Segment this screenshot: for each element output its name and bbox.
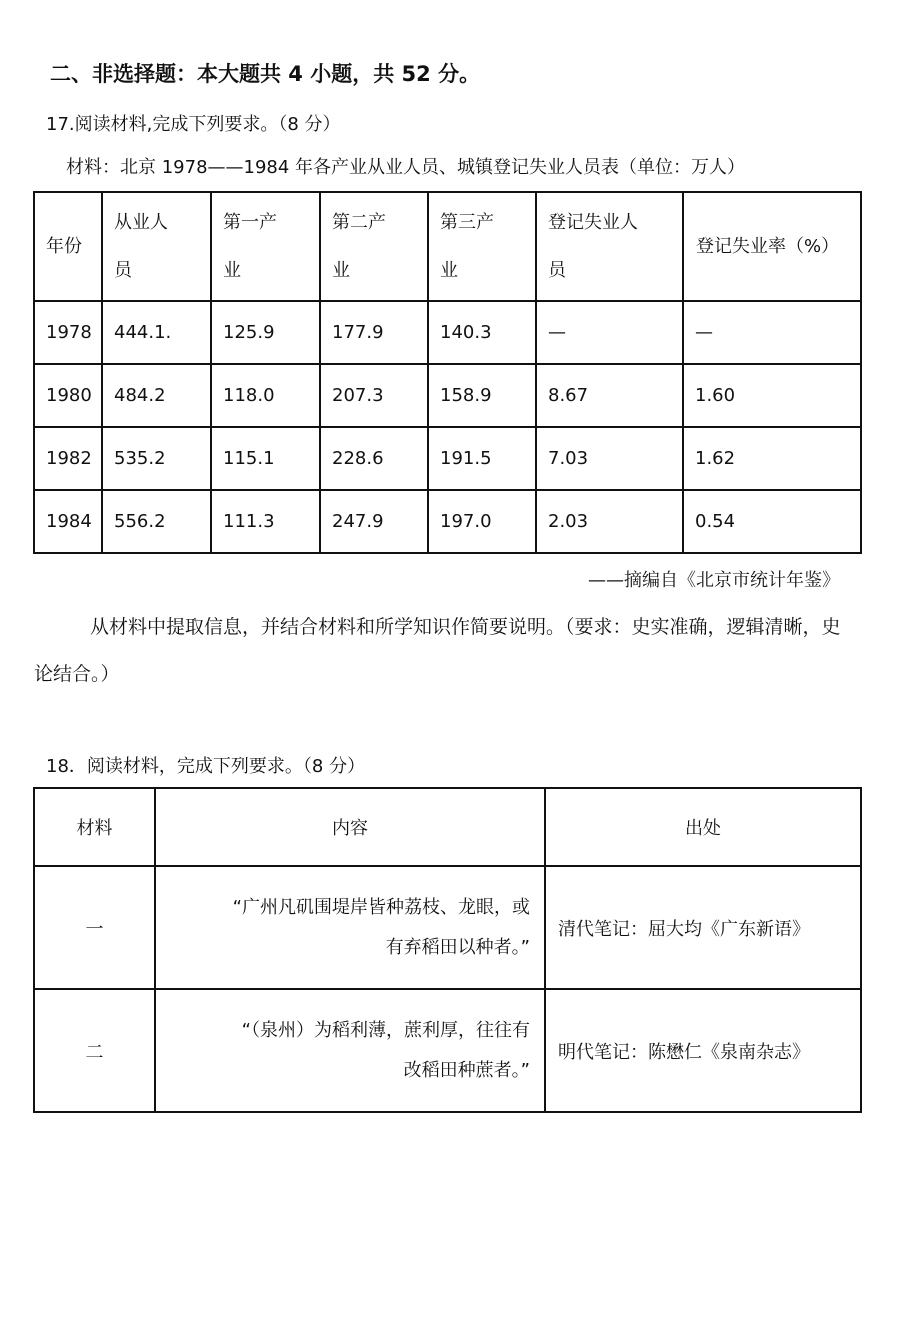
cell-tertiary: 140.3 [428, 301, 536, 364]
cell-rate: — [683, 301, 861, 364]
cell-secondary: 207.3 [320, 364, 428, 427]
header-unemployment-rate: 登记失业率（%） [683, 192, 861, 301]
cell-rate: 0.54 [683, 490, 861, 553]
employment-table [33, 191, 862, 554]
section-heading: 二、非选择题：本大题共 4 小题，共 52 分。 [50, 62, 481, 86]
header-material: 材料 [34, 788, 155, 866]
cell-content: “广州凡矶围堤岸皆种荔枝、龙眼，或 有弃稻田以种者。” [155, 866, 545, 989]
question-17-prompt: 从材料中提取信息，并结合材料和所学知识作简要说明。（要求：史实准确，逻辑清晰，史论结合。） [34, 616, 841, 685]
cell-tertiary: 158.9 [428, 364, 536, 427]
table-row [34, 301, 861, 364]
header-registered-unemployed: 登记失业人 员 [536, 192, 683, 301]
header-source: 出处 [545, 788, 861, 866]
question-17-title: 17.阅读材料,完成下列要求。（8 分） [46, 114, 341, 135]
cell-tertiary: 197.0 [428, 490, 536, 553]
table-header-row [34, 192, 861, 301]
materials-table [33, 787, 862, 1113]
cell-secondary: 247.9 [320, 490, 428, 553]
cell-content: “（泉州）为稻利薄，蔗利厚，往往有 改稻田种蔗者。” [155, 989, 545, 1112]
cell-rate: 1.60 [683, 364, 861, 427]
cell-year: 1980 [34, 364, 102, 427]
cell-secondary: 228.6 [320, 427, 428, 490]
cell-primary: 115.1 [211, 427, 320, 490]
cell-source: 清代笔记：屈大均《广东新语》 [545, 866, 861, 989]
header-content: 内容 [155, 788, 545, 866]
cell-primary: 125.9 [211, 301, 320, 364]
table-header-row [34, 788, 861, 866]
table-row [34, 490, 861, 553]
cell-unemployed: 8.67 [536, 364, 683, 427]
table-row [34, 866, 861, 989]
cell-material-label: 二 [34, 989, 155, 1112]
header-tertiary-industry: 第三产 业 [428, 192, 536, 301]
cell-year: 1984 [34, 490, 102, 553]
table-row [34, 364, 861, 427]
cell-unemployed: — [536, 301, 683, 364]
cell-secondary: 177.9 [320, 301, 428, 364]
cell-material-label: 一 [34, 866, 155, 989]
cell-employed: 484.2 [102, 364, 211, 427]
cell-source: 明代笔记：陈懋仁《泉南杂志》 [545, 989, 861, 1112]
header-secondary-industry: 第二产 业 [320, 192, 428, 301]
cell-primary: 118.0 [211, 364, 320, 427]
cell-employed: 556.2 [102, 490, 211, 553]
cell-employed: 444.1. [102, 301, 211, 364]
material-caption: 材料：北京 1978——1984 年各产业从业人员、城镇登记失业人员表（单位：万人） [66, 157, 746, 178]
cell-unemployed: 7.03 [536, 427, 683, 490]
table-row [34, 427, 861, 490]
header-primary-industry: 第一产 业 [211, 192, 320, 301]
cell-year: 1982 [34, 427, 102, 490]
cell-rate: 1.62 [683, 427, 861, 490]
cell-unemployed: 2.03 [536, 490, 683, 553]
table-row [34, 989, 861, 1112]
cell-employed: 535.2 [102, 427, 211, 490]
question-18-title: 18．阅读材料，完成下列要求。（8 分） [46, 756, 366, 777]
source-citation: ——摘编自《北京市统计年鉴》 [588, 570, 840, 591]
cell-tertiary: 191.5 [428, 427, 536, 490]
header-year: 年份 [34, 192, 102, 301]
header-employed: 从业人 员 [102, 192, 211, 301]
cell-primary: 111.3 [211, 490, 320, 553]
cell-year: 1978 [34, 301, 102, 364]
